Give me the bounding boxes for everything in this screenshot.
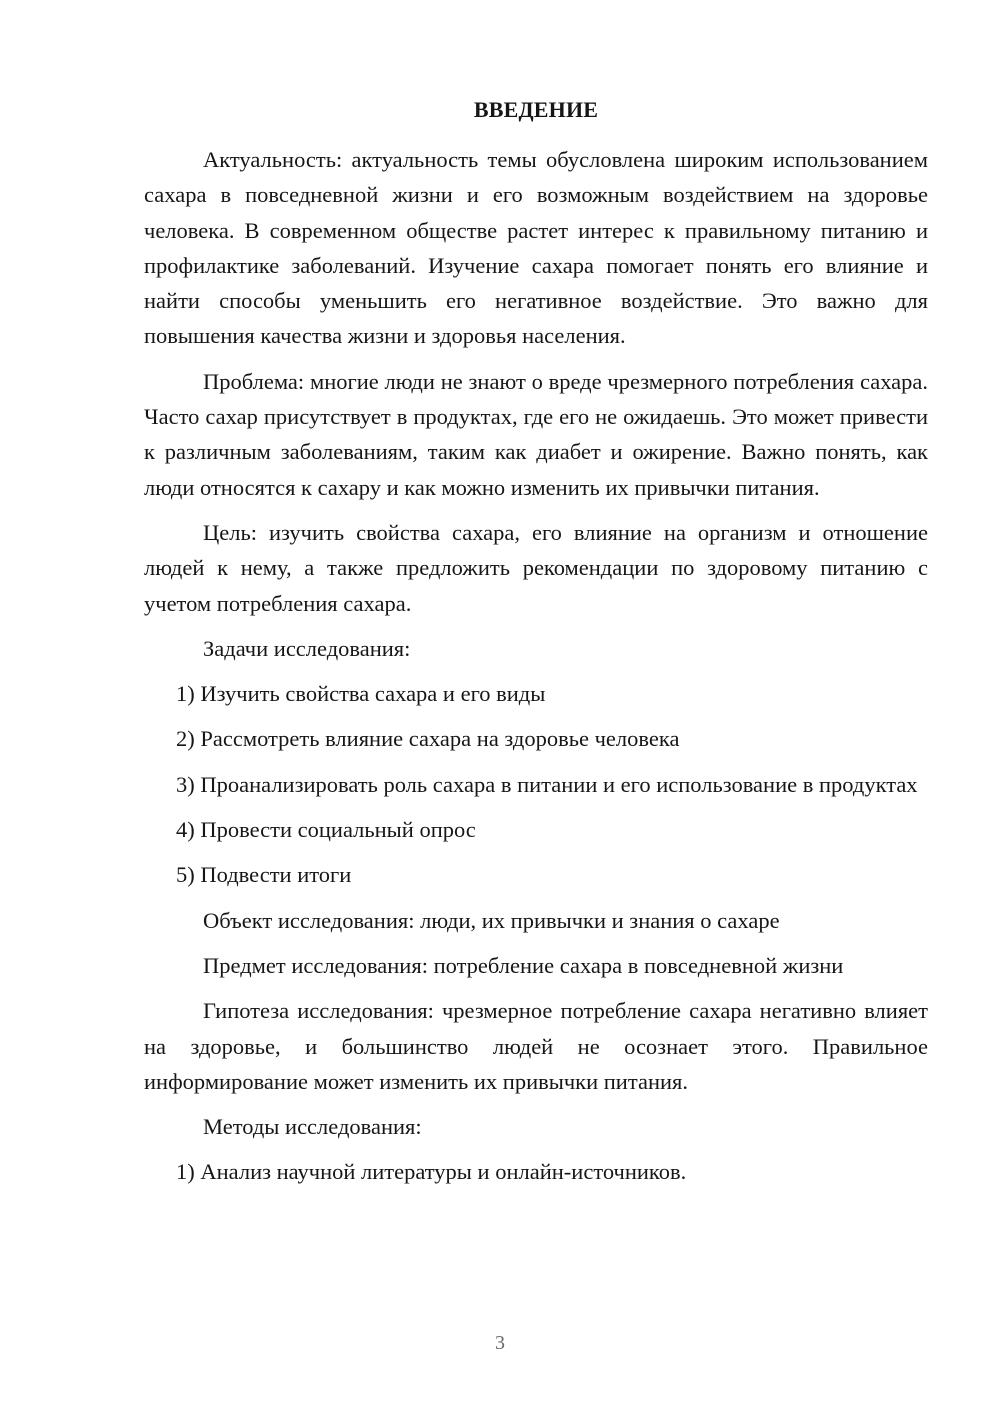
relevance-paragraph: Актуальность: актуальность темы обусловлена широким использованием сахара в повседневной жизни и его возможным воздействием на здоровье человека. В современном обществе растет интерес к правильному питанию и профилактике заболеваний. Изучение сахара помогает понять его влияние и найти способы уменьшить его негативное воздействие. Это важно для повышения качества жизни и здоровья населения.	[144, 147, 928, 349]
task-item: 4) Провести социальный опрос	[176, 817, 476, 843]
task-item: 5) Подвести итоги	[176, 862, 352, 888]
method-item: 1) Анализ научной литературы и онлайн-источников.	[176, 1159, 687, 1185]
tasks-heading: Задачи исследования:	[203, 635, 411, 661]
hypothesis-paragraph: Гипотеза исследования: чрезмерное потребление сахара негативно влияет на здоровье, и большинство людей не осознает этого. Правильное информирование может изменить их привычки питания.	[144, 998, 928, 1094]
task-item: 3) Проанализировать роль сахара в питании и его использование в продуктах	[176, 771, 918, 797]
document-page	[144, 92, 928, 1200]
task-item: 1) Изучить свойства сахара и его виды	[176, 681, 546, 707]
section-title: ВВЕДЕНИЕ	[473, 97, 599, 122]
task-item: 2) Рассмотреть влияние сахара на здоровье человека	[176, 726, 680, 752]
page-number: 3	[495, 1332, 505, 1354]
goal-paragraph: Цель: изучить свойства сахара, его влияние на организм и отношение людей к нему, а также предложить рекомендации по здоровому питанию с учетом потребления сахара.	[144, 519, 928, 616]
research-subject: Предмет исследования: потребление сахара в повседневной жизни	[203, 952, 844, 978]
research-object: Объект исследования: люди, их привычки и знания о сахаре	[203, 907, 780, 933]
problem-paragraph: Проблема: многие люди не знают о вреде чрезмерного потребления сахара. Часто сахар присутствует в продуктах, где его не ожидаешь. Это может привести к различным заболеваниям, таким как диабет и ожирение. Важно понять, как люди относятся к сахару и как можно изменить их привычки питания.	[144, 368, 928, 500]
methods-heading: Методы исследования:	[203, 1114, 422, 1140]
